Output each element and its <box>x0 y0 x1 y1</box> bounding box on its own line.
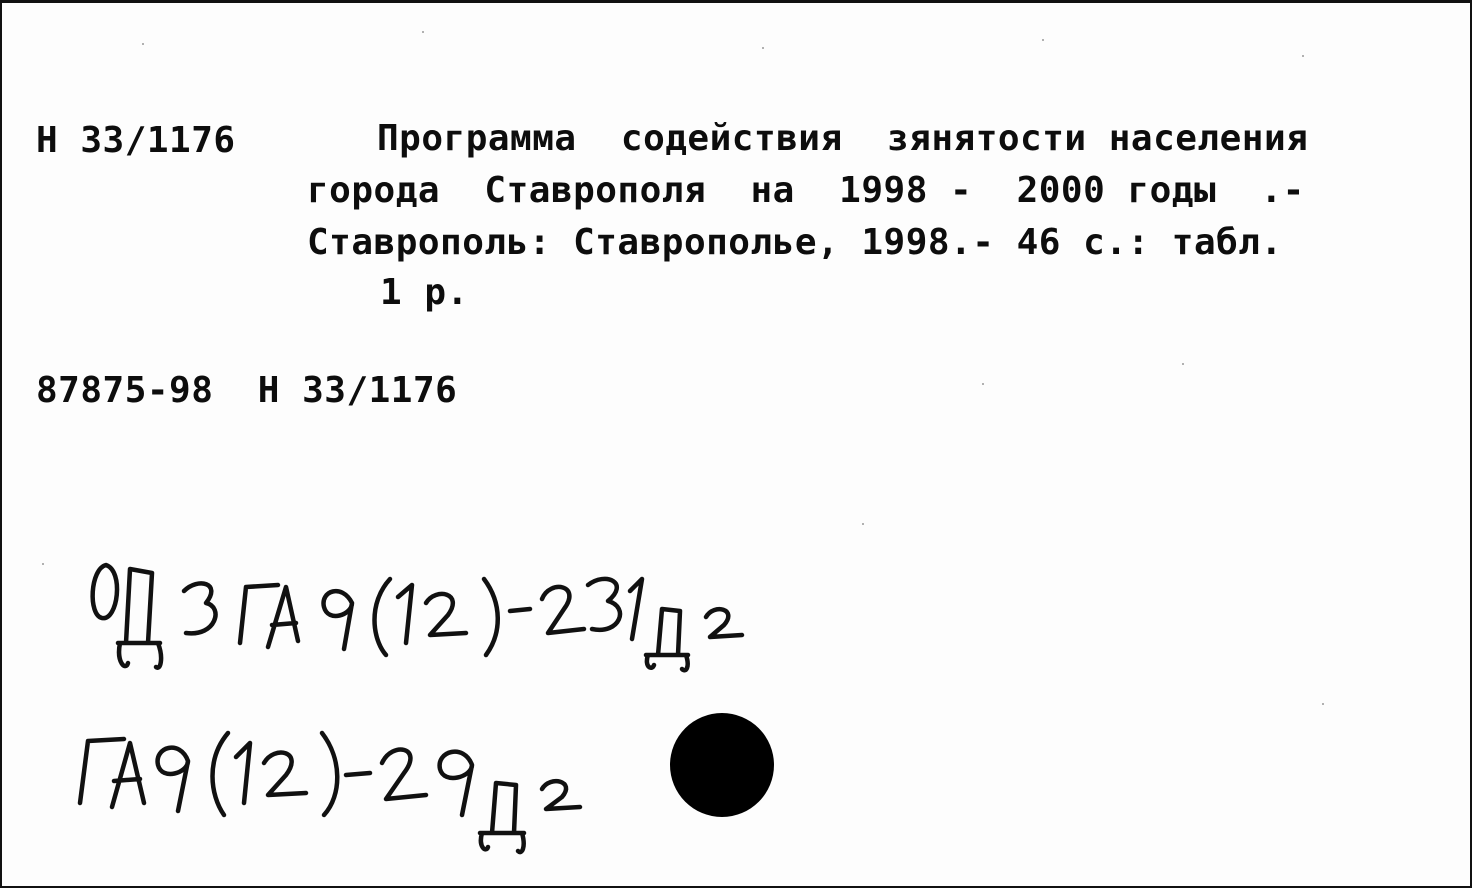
call-number: Н 33/1176 <box>36 120 236 161</box>
description-line-2: города Ставрополя на 1998 - 2000 годы .- <box>307 170 1305 211</box>
scan-speck <box>1042 39 1044 41</box>
punched-hole-mark <box>670 713 774 817</box>
scan-speck <box>762 47 764 49</box>
description-line-1: Программа содействия зянятости населения <box>377 118 1309 159</box>
scan-speck <box>982 383 984 385</box>
scan-speck <box>142 43 144 45</box>
price: 1 р. <box>380 272 469 313</box>
scan-speck <box>42 563 44 565</box>
scan-speck <box>1302 55 1304 57</box>
handwritten-line-2 <box>80 733 580 852</box>
scan-speck <box>1322 703 1324 705</box>
description-line-3: Ставрополь: Ставрополье, 1998.- 46 с.: табл. <box>307 222 1283 263</box>
inventory-call-number: Н 33/1176 <box>257 370 458 411</box>
inventory-number: 87875-98 <box>36 370 214 411</box>
scan-speck <box>1182 363 1184 365</box>
scan-speck <box>862 523 864 525</box>
handwritten-line-1 <box>93 565 742 670</box>
scan-speck <box>422 31 424 33</box>
